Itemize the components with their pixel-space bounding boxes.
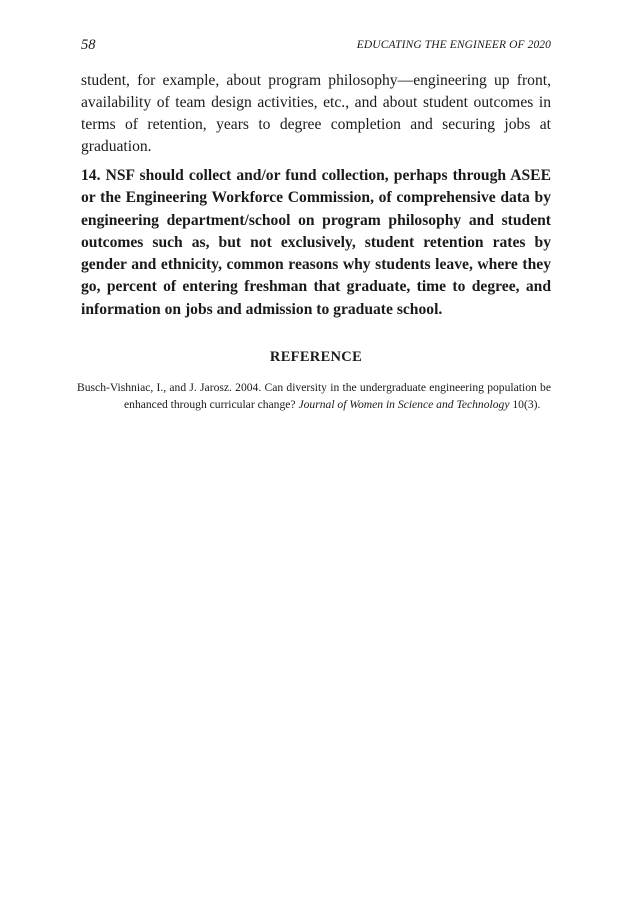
recommendation-14: 14. NSF should collect and/or fund collection, perhaps through ASEE or the Engineering Workforce Commission, of comprehensive data by engineering department/school on program philosophy and student outcomes such as, but not exclusively, student retention rates by gender and ethnicity, common reasons why students leave, where they go, percent of entering freshman that graduate, time to degree, and information on jobs and admission to graduate school. bbox=[81, 167, 551, 318]
continuation-paragraph: student, for example, about program philosophy—engineering up front, availability of team design activities, etc., and about student outcomes in terms of retention, years to degree completion and securing jobs at graduation. bbox=[81, 72, 551, 155]
reference-heading: REFERENCE bbox=[269, 349, 363, 365]
running-head-title: EDUCATING THE ENGINEER OF 2020 bbox=[356, 39, 551, 51]
reference-volume: 10(3). bbox=[509, 397, 541, 411]
running-head bbox=[81, 37, 551, 55]
reference-journal: Journal of Women in Science and Technology bbox=[298, 397, 510, 411]
page-number: 58 bbox=[81, 37, 96, 53]
book-page bbox=[77, 0, 551, 900]
reference-authors: Busch-Vishniac, I., and J. Jarosz. 2004. Can diversity in the undergraduate engineering population be enhanced through curricular change? bbox=[77, 381, 551, 411]
reference-entry bbox=[77, 380, 551, 413]
